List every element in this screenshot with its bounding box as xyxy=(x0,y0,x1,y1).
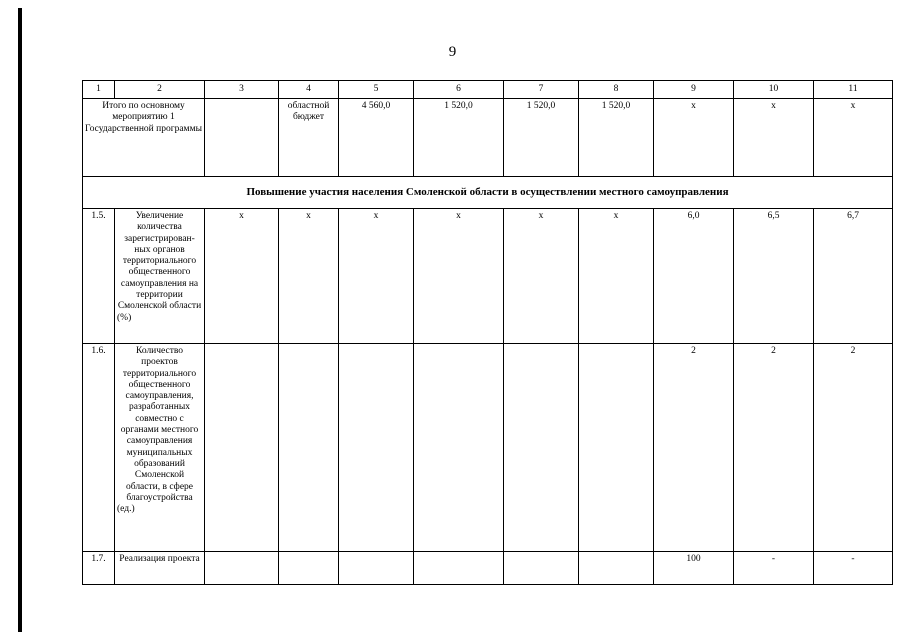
header-row xyxy=(83,81,893,99)
total-row xyxy=(83,99,893,177)
row-number: 1.7. xyxy=(83,552,115,585)
table-cell xyxy=(414,552,504,585)
header-cell: 6 xyxy=(414,81,504,99)
row-name: Реализация проекта xyxy=(115,552,205,585)
table-cell xyxy=(205,344,279,552)
total-label: Итого по основному мероприятию 1 Государственной программы xyxy=(83,99,205,177)
table-cell xyxy=(579,552,654,585)
header-cell: 2 xyxy=(115,81,205,99)
program-table xyxy=(82,80,893,585)
table-cell: х xyxy=(339,209,414,344)
table-cell: 100 xyxy=(654,552,734,585)
table-cell: х xyxy=(504,209,579,344)
header-cell: 7 xyxy=(504,81,579,99)
table-cell: х xyxy=(579,209,654,344)
table-cell xyxy=(504,552,579,585)
table-row xyxy=(83,344,893,552)
table-cell: - xyxy=(734,552,814,585)
table-cell: х xyxy=(414,209,504,344)
table-cell: 1 520,0 xyxy=(414,99,504,177)
table-cell: 6,7 xyxy=(814,209,893,344)
table-cell: 2 xyxy=(734,344,814,552)
header-cell: 9 xyxy=(654,81,734,99)
header-cell: 3 xyxy=(205,81,279,99)
row-number: 1.6. xyxy=(83,344,115,552)
table-cell xyxy=(279,552,339,585)
table-cell xyxy=(504,344,579,552)
table-cell: 6,0 xyxy=(654,209,734,344)
section-title: Повышение участия населения Смоленской области в осуществлении местного самоуправления xyxy=(83,177,893,209)
row-name: Увеличение количества зарегистрирован-ных органов территориального общественного самоуправления на территории Смоленской области (%) xyxy=(115,209,205,344)
header-cell: 4 xyxy=(279,81,339,99)
table-cell xyxy=(579,344,654,552)
total-source: областной бюджет xyxy=(279,99,339,177)
header-cell: 8 xyxy=(579,81,654,99)
table-cell: 1 520,0 xyxy=(504,99,579,177)
table-row xyxy=(83,209,893,344)
table-cell xyxy=(414,344,504,552)
table-cell: х xyxy=(654,99,734,177)
row-name: Количество проектов территориального общественного самоуправления, разработанных совместно с органами местного самоуправления муниципальных образований Смоленской области, в сфере благоустройства (ед.) xyxy=(115,344,205,552)
header-cell: 1 xyxy=(83,81,115,99)
table-cell xyxy=(339,552,414,585)
table-cell: х xyxy=(814,99,893,177)
header-cell: 11 xyxy=(814,81,893,99)
table-cell xyxy=(205,552,279,585)
table-cell: 2 xyxy=(814,344,893,552)
scan-edge-bar xyxy=(18,8,22,632)
table-cell: 4 560,0 xyxy=(339,99,414,177)
page-number: 9 xyxy=(448,44,457,60)
table-cell: х xyxy=(205,209,279,344)
table-cell: х xyxy=(279,209,339,344)
table-cell xyxy=(205,99,279,177)
table-row xyxy=(83,552,893,585)
table-cell: 2 xyxy=(654,344,734,552)
table-cell: х xyxy=(734,99,814,177)
header-cell: 10 xyxy=(734,81,814,99)
header-cell: 5 xyxy=(339,81,414,99)
row-number: 1.5. xyxy=(83,209,115,344)
section-row xyxy=(83,177,893,209)
table-cell: - xyxy=(814,552,893,585)
table-cell xyxy=(339,344,414,552)
table-cell xyxy=(279,344,339,552)
table-cell: 1 520,0 xyxy=(579,99,654,177)
table-cell: 6,5 xyxy=(734,209,814,344)
